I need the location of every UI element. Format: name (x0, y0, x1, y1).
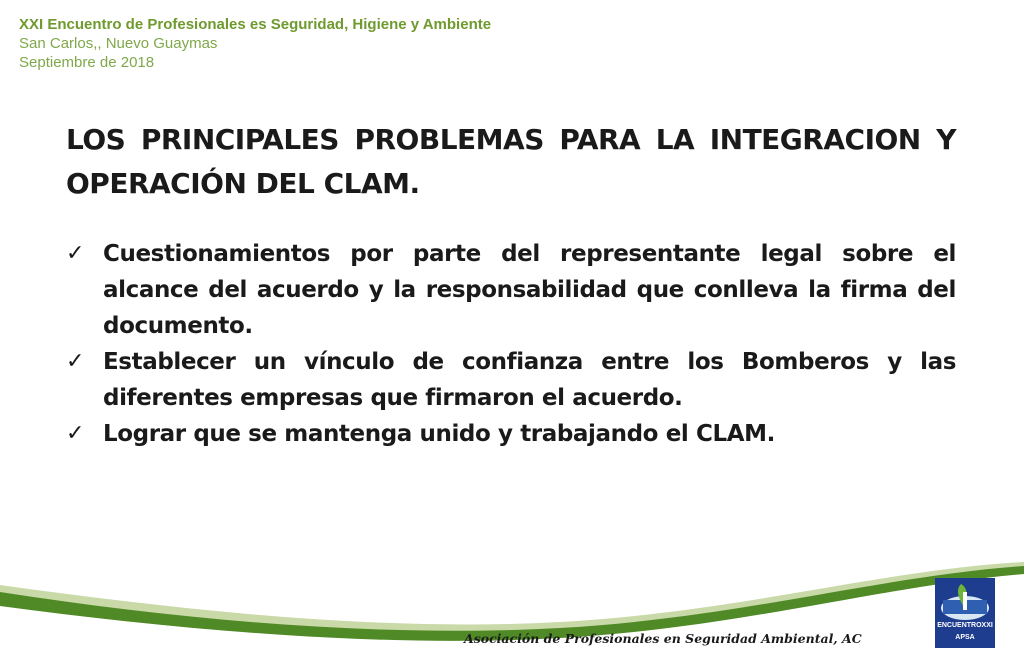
check-icon: ✓ (66, 241, 85, 266)
slide-content (66, 118, 956, 452)
bullet-text: Lograr que se mantenga unido y trabajando el CLAM. (103, 421, 775, 447)
event-location: San Carlos,, Nuevo Guaymas (19, 35, 218, 52)
apsa-logo (935, 578, 995, 648)
organization-name: Asociación de Profesionales en Seguridad Ambiental, AC (464, 631, 862, 646)
check-icon: ✓ (66, 421, 85, 446)
bullet-text: Cuestionamientos por parte del representante legal sobre el alcance del acuerdo y la responsabilidad que conlleva la firma del documento. (103, 241, 956, 339)
bullet-item (66, 416, 956, 452)
logo-text-main: ENCUENTROXXI (937, 622, 993, 629)
bullet-item (66, 236, 956, 344)
slide-header (19, 15, 491, 72)
check-icon: ✓ (66, 349, 85, 374)
event-title: XXI Encuentro de Profesionales es Seguridad, Higiene y Ambiente (19, 16, 492, 33)
bullet-list (66, 236, 956, 452)
bullet-item (66, 344, 956, 416)
bullet-text: Establecer un vínculo de confianza entre los Bomberos y las diferentes empresas que firmaron el acuerdo. (103, 349, 956, 411)
logo-graphic (935, 578, 995, 622)
slide-title: LOS PRINCIPALES PROBLEMAS PARA LA INTEGRACION Y OPERACIÓN DEL CLAM. (66, 123, 956, 200)
logo-text-sub: APSA (955, 634, 975, 641)
event-date: Septiembre de 2018 (19, 54, 155, 71)
